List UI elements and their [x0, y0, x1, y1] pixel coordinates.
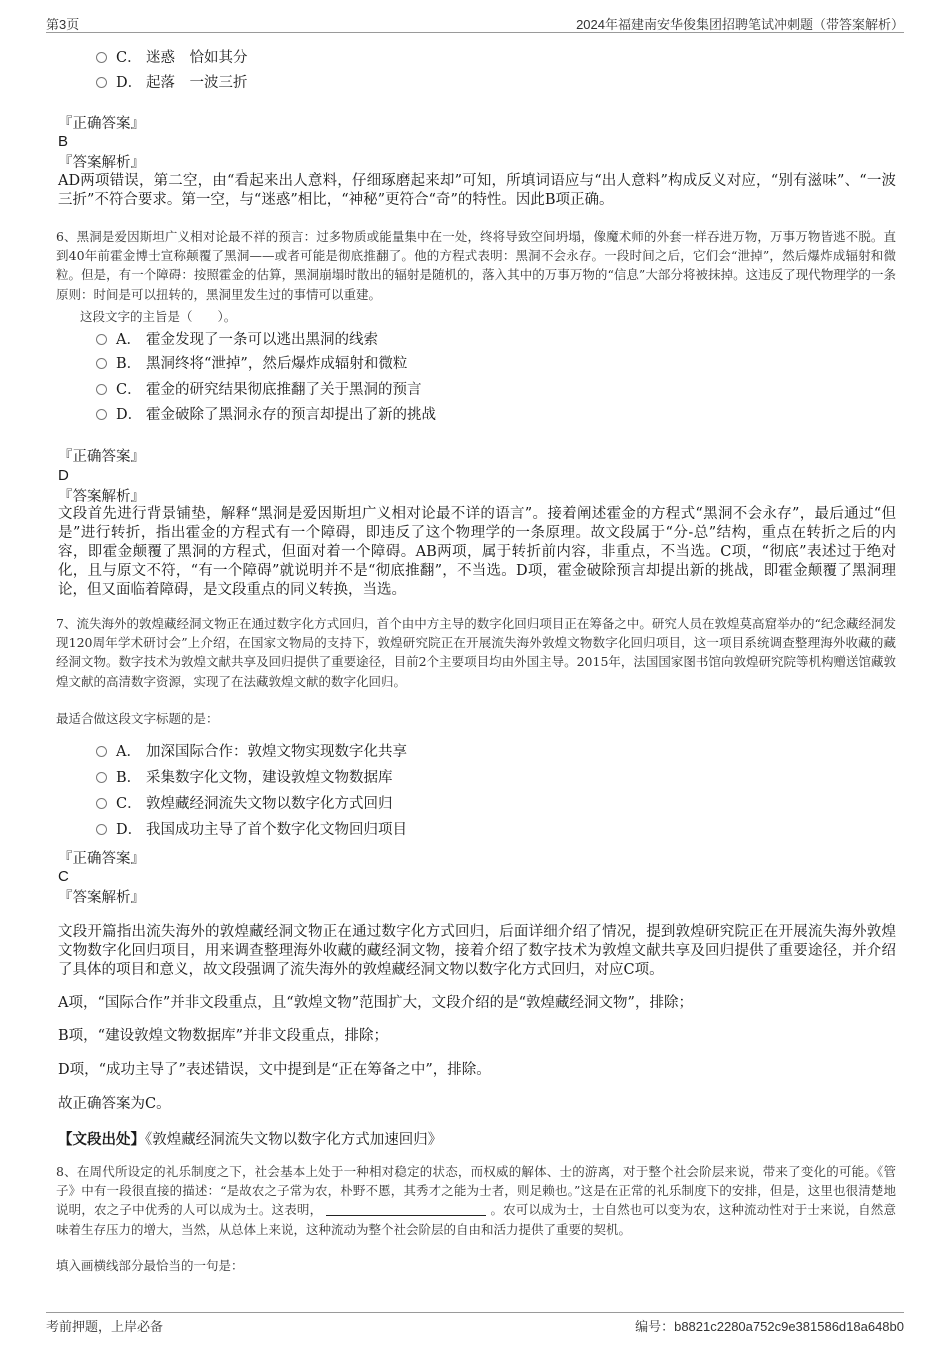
q7-explanation-main: 文段开篇指出流失海外的敦煌藏经洞文物正在通过数字化方式回归，后面详细介绍了情况，提到敦煌研究院正在开展流失海外敦煌文物数字化回归项目，用来调查整理海外收藏的藏经洞文物，接着介绍了数字技术为敦煌文献共享及回归提供了重要途径，并介绍了具体的项目和意义，故文段强调了流失海外的敦煌藏经洞文物以数字化方式回归，对应C项。	[58, 924, 896, 978]
q7-explanation-label: 『答案解析』	[58, 890, 145, 906]
q6-option-d[interactable]: D． 霍金破除了黑洞永存的预言却提出了新的挑战	[96, 405, 436, 425]
radio-icon[interactable]	[96, 798, 107, 809]
q7-answer-label: 『正确答案』	[58, 851, 145, 867]
q5-answer-label: 『正确答案』	[58, 116, 145, 132]
q8-text-after: 。农可以成为士，士自然也可以变为农，这种流动性对于士来说，自然意味着生存压力的增大，当然，从总体上来说，这种流动为整个社会阶层的自由和活力提供了重要的契机。	[56, 1202, 896, 1237]
radio-icon[interactable]	[96, 384, 107, 395]
radio-icon[interactable]	[96, 824, 107, 835]
q8-stem: 填入画横线部分最恰当的一句是：	[56, 1258, 244, 1273]
q5-option-c[interactable]: C． 迷惑 恰如其分	[96, 48, 248, 68]
radio-icon[interactable]	[96, 358, 107, 369]
q7-explanation-d: D项，“成功主导了”表述错误，文中提到是“正在筹备之中”，排除。	[58, 1062, 491, 1078]
radio-icon[interactable]	[96, 746, 107, 757]
q6-answer-label: 『正确答案』	[58, 449, 145, 465]
radio-icon[interactable]	[96, 409, 107, 420]
radio-icon[interactable]	[96, 334, 107, 345]
q5-option-d[interactable]: D． 起落 一波三折	[96, 73, 248, 93]
q7-option-c[interactable]: C． 敦煌藏经洞流失文物以数字化方式回归	[96, 794, 393, 814]
footer-slogan: 考前押题，上岸必备	[46, 1319, 164, 1334]
q5-explanation: AD两项错误，第二空，由“看起来出人意料，仔细琢磨起来却”可知，所填词语应与“出人意料”构成反义对应，“别有滋味”、“一波三折”不符合要求。第一空，与“迷惑”相比，“神秘”更符合“奇”的特性。因此B项正确。	[58, 173, 896, 208]
q5-answer: B	[58, 133, 69, 150]
q6-explanation: 文段首先进行背景铺垫，解释“黑洞是爱因斯坦广义相对论最不详的语言”。接着阐述霍金的方程式“黑洞不会永存”，最后通过“但是”进行转折，指出霍金的方程式有一个障碍，即违反了这个物理学的一条原理。故文段属于“分-总”结构，重点在转折之后的内容，即霍金颠覆了黑洞的方程式，但面对着一个障碍。AB两项，属于转折前内容，非重点，不当选。C项，“彻底”表述过于绝对化，且与原文不符，“有一个障碍”就说明并不是“彻底推翻”，不当选。D项，霍金破除预言却提出新的挑战，即霍金颠覆了黑洞理论，但又面临着障碍，是文段重点的同义转换，当选。	[58, 506, 896, 598]
q7-option-b[interactable]: B． 采集数字化文物，建设敦煌文物数据库	[96, 768, 393, 788]
q7-explanation-b: B项，“建设敦煌文物数据库”并非文段重点，排除；	[58, 1028, 388, 1044]
q6-option-c[interactable]: C． 霍金的研究结果彻底推翻了关于黑洞的预言	[96, 380, 422, 400]
q8-text	[56, 1162, 896, 1239]
q7-source-label: 【文段出处】	[58, 1131, 145, 1148]
q7-answer: C	[58, 868, 69, 885]
q6-text: 6、黑洞是爱因斯坦广义相对论最不祥的预言：过多物质或能量集中在一处，终将导致空间坍塌，像魔术师的外套一样吞进万物，万事万物皆逃不脱。直到40年前霍金博士宣称颠覆了黑洞——或者可能是彻底推翻了。他的方程式表明：黑洞不会永存。一段时间之后，它们会“泄掉”，然后爆炸成辐射和微粒。但是，有一个障碍：按照霍金的估算，黑洞崩塌时散出的辐射是随机的，落入其中的万事万物的“信息”大部分将被抹掉。这违反了现代物理学的一条原则：时间是可以扭转的，黑洞里发生过的事情可以重建。	[56, 229, 896, 302]
q7-option-d[interactable]: D． 我国成功主导了首个数字化文物回归项目	[96, 820, 407, 840]
radio-icon[interactable]	[96, 772, 107, 783]
q7-explanation-a: A项，“国际合作”并非文段重点，且“敦煌文物”范围扩大，文段介绍的是“敦煌藏经洞文物”，排除；	[58, 995, 693, 1011]
footer-serial: 编号：b8821c2280a752c9e381586d18a648b0	[635, 1319, 904, 1334]
q7-option-a[interactable]: A． 加深国际合作：敦煌文物实现数字化共享	[96, 742, 407, 762]
q7-stem: 最适合做这段文字标题的是：	[56, 711, 219, 726]
q7-source	[58, 1128, 442, 1149]
radio-icon[interactable]	[96, 77, 107, 88]
q7-explanation-conclusion: 故正确答案为C。	[58, 1096, 171, 1112]
q7-text: 7、流失海外的敦煌藏经洞文物正在通过数字化方式回归，首个由中方主导的数字化回归项目正在筹备之中。研究人员在敦煌莫高窟举办的“纪念藏经洞发现120周年学术研讨会”上介绍，在国家文物局的支持下，敦煌研究院正在开展流失海外敦煌文物数字化回归项目，这一项目系统调查整理海外收藏的藏经洞文物。数字技术为敦煌文献共享及回归提供了重要途径，目前2个主要项目均由外国主导。2015年，法国国家图书馆向敦煌研究院等机构赠送馆藏敦煌文献的高清数字资源，实现了在法藏敦煌文献的数字化回归。	[56, 616, 896, 689]
q6-stem: 这段文字的主旨是（ ）。	[80, 309, 237, 324]
q6-answer: D	[58, 467, 69, 484]
radio-icon[interactable]	[96, 52, 107, 63]
q6-option-b[interactable]: B． 黑洞终将“泄掉”，然后爆炸成辐射和微粒	[96, 354, 407, 374]
page-footer	[46, 1312, 904, 1335]
page-number: 第3页	[46, 17, 80, 32]
q6-explanation-label: 『答案解析』	[58, 489, 145, 505]
q7-source-text: 《敦煌藏经洞流失文物以数字化方式加速回归》	[145, 1132, 443, 1148]
q8-blank	[326, 1202, 486, 1216]
q6-option-a[interactable]: A． 霍金发现了一条可以逃出黑洞的线索	[96, 330, 378, 350]
q5-explanation-label: 『答案解析』	[58, 155, 145, 171]
page-header	[46, 12, 904, 33]
document-title: 2024年福建南安华俊集团招聘笔试冲刺题（带答案解析）	[576, 17, 904, 32]
q8-text-before: 8、在周代所设定的礼乐制度之下，社会基本上处于一种相对稳定的状态，而权威的解体、士的游离，对于整个社会阶层来说，带来了变化的可能。《管子》中有一段很直接的描述：“是故农之子常为农，朴野不慝，其秀才之能为士者，则足赖也。”这是在正常的礼乐制度下的安排，但是，这里也很清楚地说明，农之子中优秀的人可以成为士。这表明，	[56, 1164, 896, 1218]
